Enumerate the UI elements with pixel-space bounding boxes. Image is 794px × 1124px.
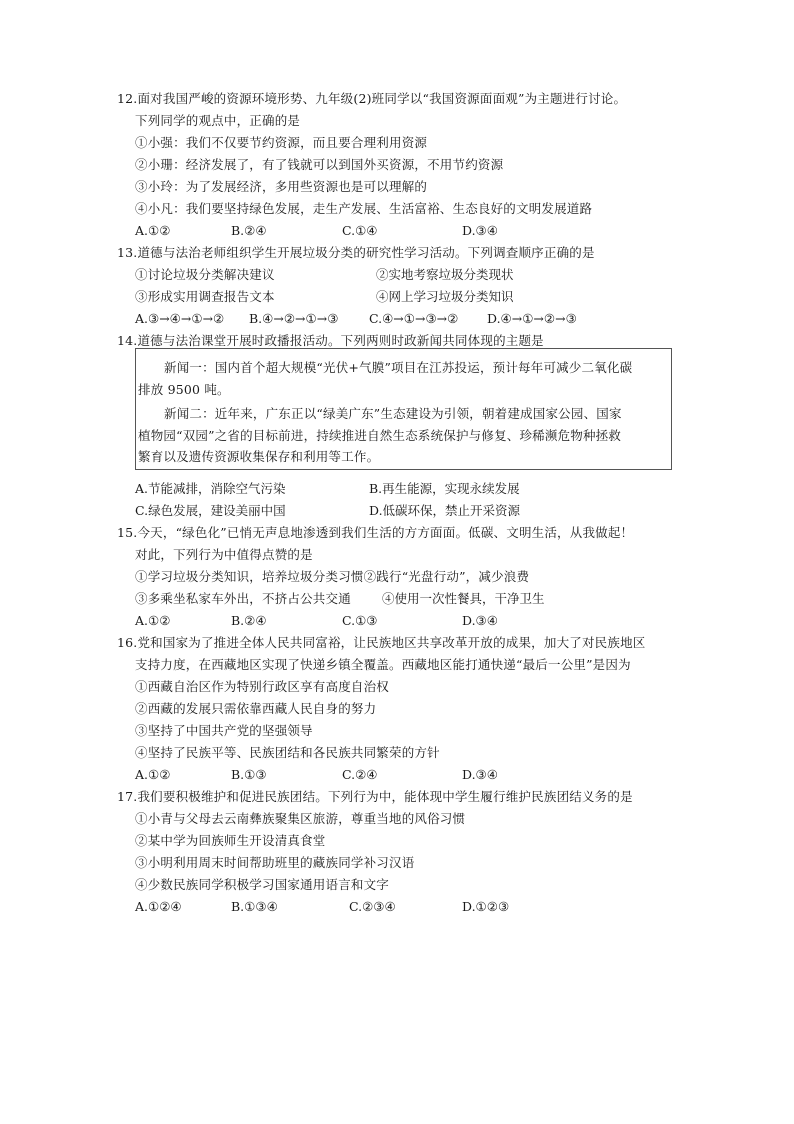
q17-option-b: B.①③④ [231,899,278,914]
q16-stem: 16.党和国家为了推进全体人民共同富裕，让民族地区共享改革开放的成果，加大了对民族地区 [117,635,646,650]
q12-statement-1: ①小强：我们不仅要节约资源，而且要合理利用资源 [135,135,428,150]
q17-option-c: C.②③④ [349,899,396,914]
q15-stem-cont: 对此，下列行为中值得点赞的是 [135,547,313,562]
q17-statement-3: ③小明利用周末时间帮助班里的藏族同学补习汉语 [135,855,415,870]
q12-option-d: D.③④ [462,223,498,238]
news-1-line-2: 排放 9500 吨。 [138,382,230,397]
q14-option-c: C.绿色发展，建设美丽中国 [135,503,286,518]
q17-statement-2: ②某中学为回族师生开设清真食堂 [135,833,326,848]
q12-option-c: C.①④ [342,223,378,238]
q12-statement-4: ④小凡：我们要坚持绿色发展，走生产发展、生活富裕、生态良好的文明发展道路 [135,201,593,216]
q15-statement-3: ③多乘坐私家车外出，不挤占公共交通 [135,591,351,606]
q12-statement-3: ③小玲：为了发展经济，多用些资源也是可以理解的 [135,179,428,194]
q12-option-b: B.②④ [231,223,267,238]
q14-option-b: B.再生能源，实现永续发展 [369,481,520,496]
q16-option-a: A.①② [135,767,171,782]
q15-statement-4: ④使用一次性餐具，干净卫生 [382,591,545,606]
q12-stem: 12.面对我国严峻的资源环境形势、九年级(2)班同学以“我国资源面面观”为主题进行讨论。 [117,91,627,106]
q16-stem-cont: 支持力度，在西藏地区实现了快递乡镇全覆盖。西藏地区能打通快递“最后一公里”是因为 [135,657,631,672]
news-1-line-1: 新闻一：国内首个超大规模“光伏+气膜”项目在江苏投运，预计每年可减少二氧化碳 [164,360,633,375]
q16-statement-4: ④坚持了民族平等、民族团结和各民族共同繁荣的方针 [135,745,440,760]
q14-stem: 14.道德与法治课堂开展时政播报活动。下列两则时政新闻共同体现的主题是 [117,333,544,348]
q12-stem-cont: 下列同学的观点中，正确的是 [135,113,301,128]
q15-option-c: C.①③ [342,613,378,628]
q15-statement-1-2: ①学习垃圾分类知识，培养垃圾分类习惯②践行“光盘行动”，减少浪费 [135,569,530,584]
q13-statement-3: ③形成实用调查报告文本 [135,289,275,304]
q14-option-a: A.节能减排，消除空气污染 [135,481,286,496]
q17-stem: 17.我们要积极维护和促进民族团结。下列行为中，能体现中学生履行维护民族团结义务的是 [117,789,633,804]
q13-option-b: B.④→②→①→③ [249,311,339,326]
q13-option-c: C.④→①→③→② [369,311,459,326]
q16-option-d: D.③④ [462,767,498,782]
news-2-line-2: 植物园“双园”之省的目标前进，持续推进自然生态系统保护与修复、珍稀濒危物种拯救 [138,428,622,443]
q13-stem: 13.道德与法治老师组织学生开展垃圾分类的研究性学习活动。下列调查顺序正确的是 [117,245,595,260]
q16-option-b: B.①③ [231,767,267,782]
q13-statement-1: ①讨论垃圾分类解决建议 [135,267,275,282]
q16-statement-1: ①西藏自治区作为特别行政区享有高度自治权 [135,679,390,694]
q15-stem: 15.今天，“绿色化”已悄无声息地渗透到我们生活的方方面面。低碳、文明生活，从我做起！ [117,525,634,540]
q17-option-a: A.①②④ [135,899,182,914]
q12-option-a: A.①② [135,223,171,238]
q14-option-d: D.低碳环保，禁止开采资源 [369,503,521,518]
q15-option-b: B.②④ [231,613,267,628]
q13-statement-2: ②实地考察垃圾分类现状 [376,267,514,282]
q13-option-a: A.③→④→①→② [135,311,225,326]
q15-option-d: D.③④ [462,613,498,628]
q12-statement-2: ②小珊：经济发展了，有了钱就可以到国外买资源，不用节约资源 [135,157,504,172]
q15-option-a: A.①② [135,613,171,628]
q13-option-d: D.④→①→②→③ [487,311,577,326]
q17-statement-4: ④少数民族同学积极学习国家通用语言和文字 [135,877,390,892]
news-2-line-1: 新闻二：近年来，广东正以“绿美广东”生态建设为引领，朝着建成国家公园、国家 [164,406,622,421]
q16-statement-2: ②西藏的发展只需依靠西藏人民自身的努力 [135,701,377,716]
q13-statement-4: ④网上学习垃圾分类知识 [376,289,514,304]
q17-option-d: D.①②③ [462,899,510,914]
q14-news-box [135,348,672,470]
news-2-line-3: 繁育以及遗传资源收集保存和利用等工作。 [138,449,380,464]
q16-statement-3: ③坚持了中国共产党的坚强领导 [135,723,313,738]
q16-option-c: C.②④ [342,767,378,782]
q17-statement-1: ①小青与父母去云南彝族聚集区旅游，尊重当地的风俗习惯 [135,811,466,826]
